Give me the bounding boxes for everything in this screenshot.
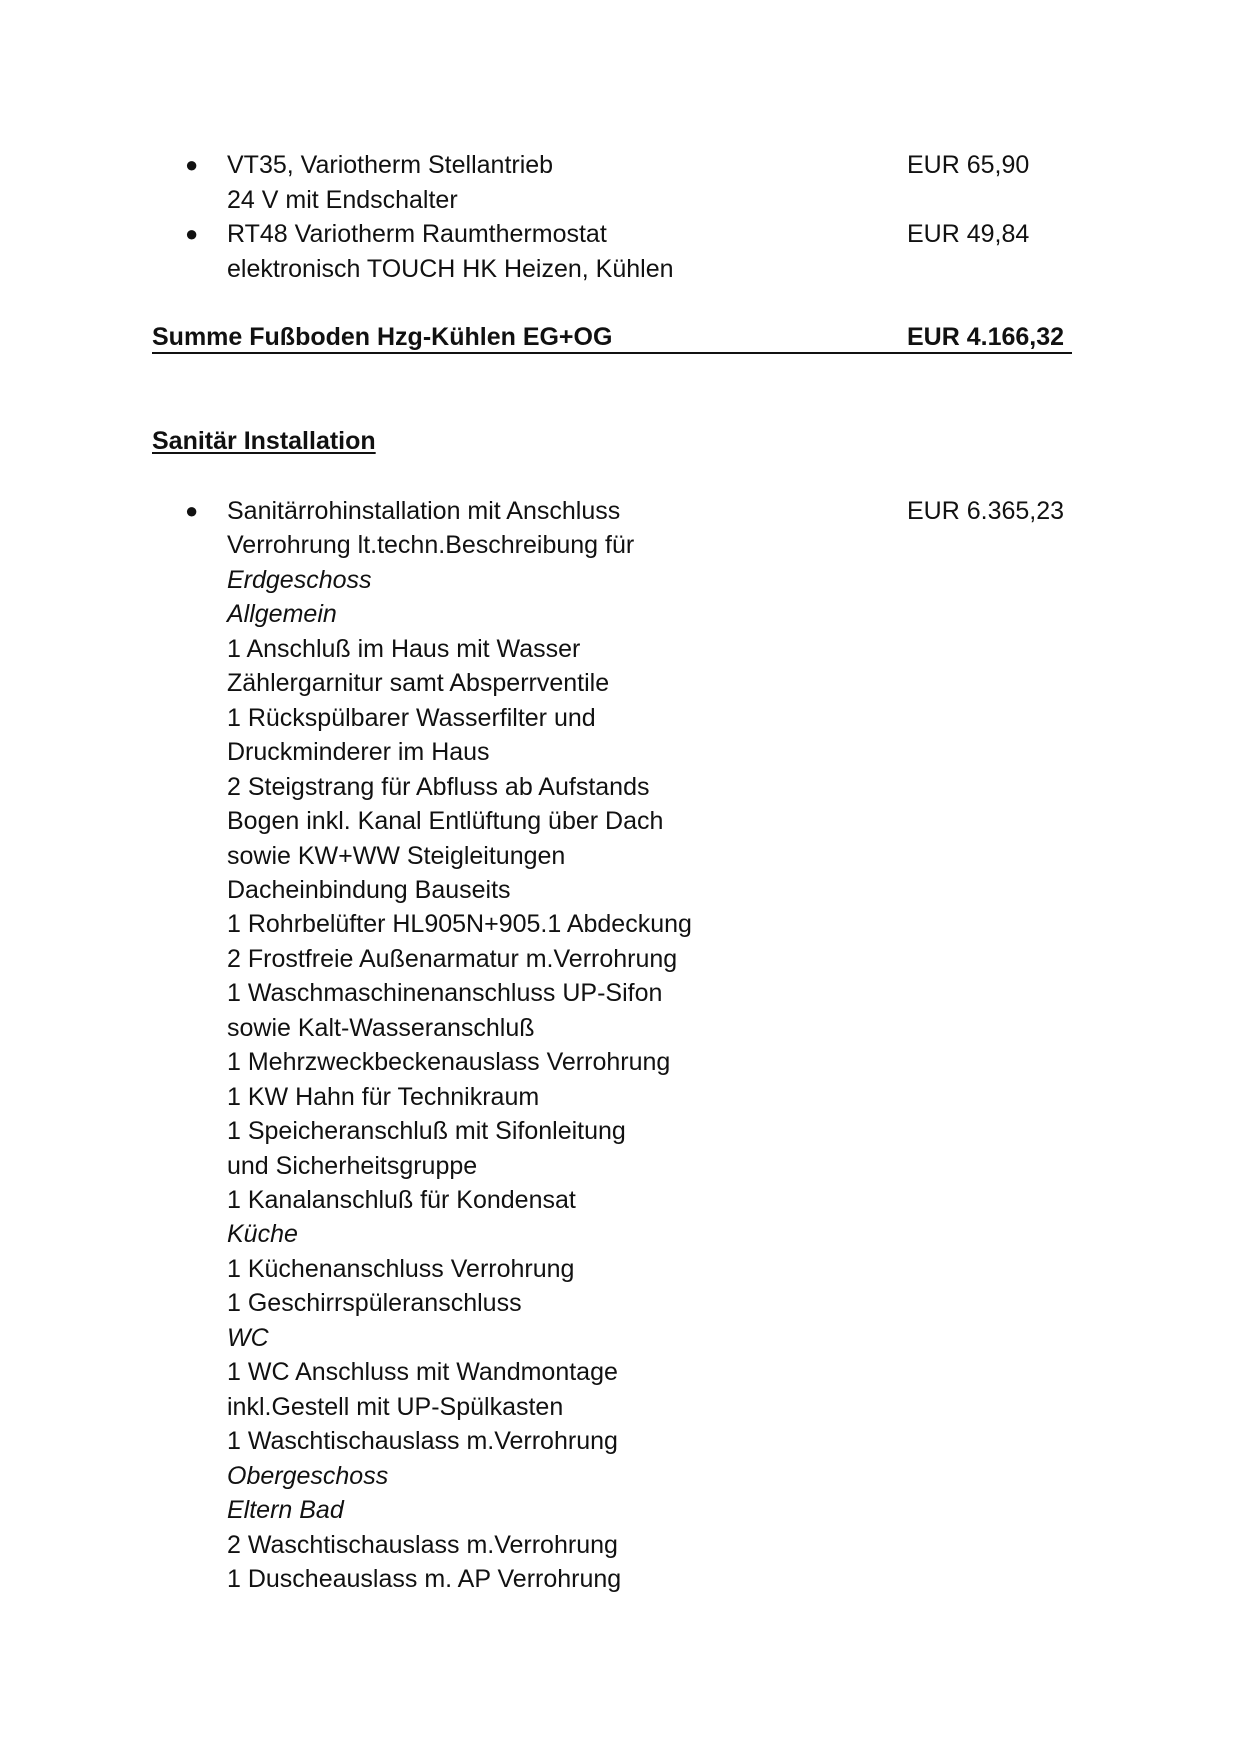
summary-label: Summe Fußboden Hzg-Kühlen EG+OG: [152, 323, 613, 351]
item-line: VT35, Variotherm Stellantrieb: [227, 151, 554, 179]
item-line: Zählergarnitur samt Absperrventile: [227, 669, 610, 697]
item-price: EUR 6.365,23: [907, 497, 1065, 525]
item-line: 1 Anschluß im Haus mit Wasser: [227, 635, 581, 663]
item-line: 1 Rückspülbarer Wasserfilter und: [227, 704, 596, 732]
subsection-label: Allgemein: [227, 600, 337, 628]
summary-underline: [152, 352, 1072, 354]
item-line: 1 Geschirrspüleranschluss: [227, 1289, 522, 1317]
item-price: EUR 49,84: [907, 220, 1030, 248]
item-line: 1 Speicheranschluß mit Sifonleitung: [227, 1117, 626, 1145]
item-line: 1 Duscheauslass m. AP Verrohrung: [227, 1565, 622, 1593]
item-line: Sanitärrohinstallation mit Anschluss: [227, 497, 621, 525]
subsection-label: Eltern Bad: [227, 1496, 344, 1524]
item-line: 2 Steigstrang für Abfluss ab Aufstands: [227, 773, 650, 801]
item-line: 24 V mit Endschalter: [227, 186, 458, 214]
item-line: Druckminderer im Haus: [227, 738, 490, 766]
section-heading: Sanitär Installation: [152, 427, 376, 455]
bullet-icon: ●: [185, 498, 199, 523]
item-price: EUR 65,90: [907, 151, 1030, 179]
item-line: 1 KW Hahn für Technikraum: [227, 1083, 540, 1111]
item-line: und Sicherheitsgruppe: [227, 1152, 478, 1180]
item-line: Verrohrung lt.techn.Beschreibung für: [227, 531, 635, 559]
subsection-label: Küche: [227, 1220, 298, 1248]
bullet-icon: ●: [185, 152, 199, 177]
item-line: RT48 Variotherm Raumthermostat: [227, 220, 607, 248]
subsection-label: Erdgeschoss: [227, 566, 372, 594]
item-line: sowie KW+WW Steigleitungen: [227, 842, 566, 870]
subsection-label: Obergeschoss: [227, 1462, 389, 1490]
item-line: 1 Waschtischauslass m.Verrohrung: [227, 1427, 618, 1455]
item-line: 1 WC Anschluss mit Wandmontage: [227, 1358, 618, 1386]
summary-amount: EUR 4.166,32: [907, 323, 1065, 351]
item-line: 2 Frostfreie Außenarmatur m.Verrohrung: [227, 945, 678, 973]
item-line: elektronisch TOUCH HK Heizen, Kühlen: [227, 255, 674, 283]
item-line: Dacheinbindung Bauseits: [227, 876, 511, 904]
item-line: 1 Kanalanschluß für Kondensat: [227, 1186, 576, 1214]
bullet-icon: ●: [185, 221, 199, 246]
item-line: 1 Waschmaschinenanschluss UP-Sifon: [227, 979, 663, 1007]
item-line: 1 Rohrbelüfter HL905N+905.1 Abdeckung: [227, 910, 692, 938]
subsection-label: WC: [227, 1324, 269, 1352]
item-line: Bogen inkl. Kanal Entlüftung über Dach: [227, 807, 664, 835]
item-line: 1 Küchenanschluss Verrohrung: [227, 1255, 575, 1283]
item-line: 2 Waschtischauslass m.Verrohrung: [227, 1531, 618, 1559]
item-line: sowie Kalt-Wasseranschluß: [227, 1014, 535, 1042]
summary-row: [152, 322, 1072, 356]
item-line: 1 Mehrzweckbeckenauslass Verrohrung: [227, 1048, 671, 1076]
item-line: inkl.Gestell mit UP-Spülkasten: [227, 1393, 564, 1421]
